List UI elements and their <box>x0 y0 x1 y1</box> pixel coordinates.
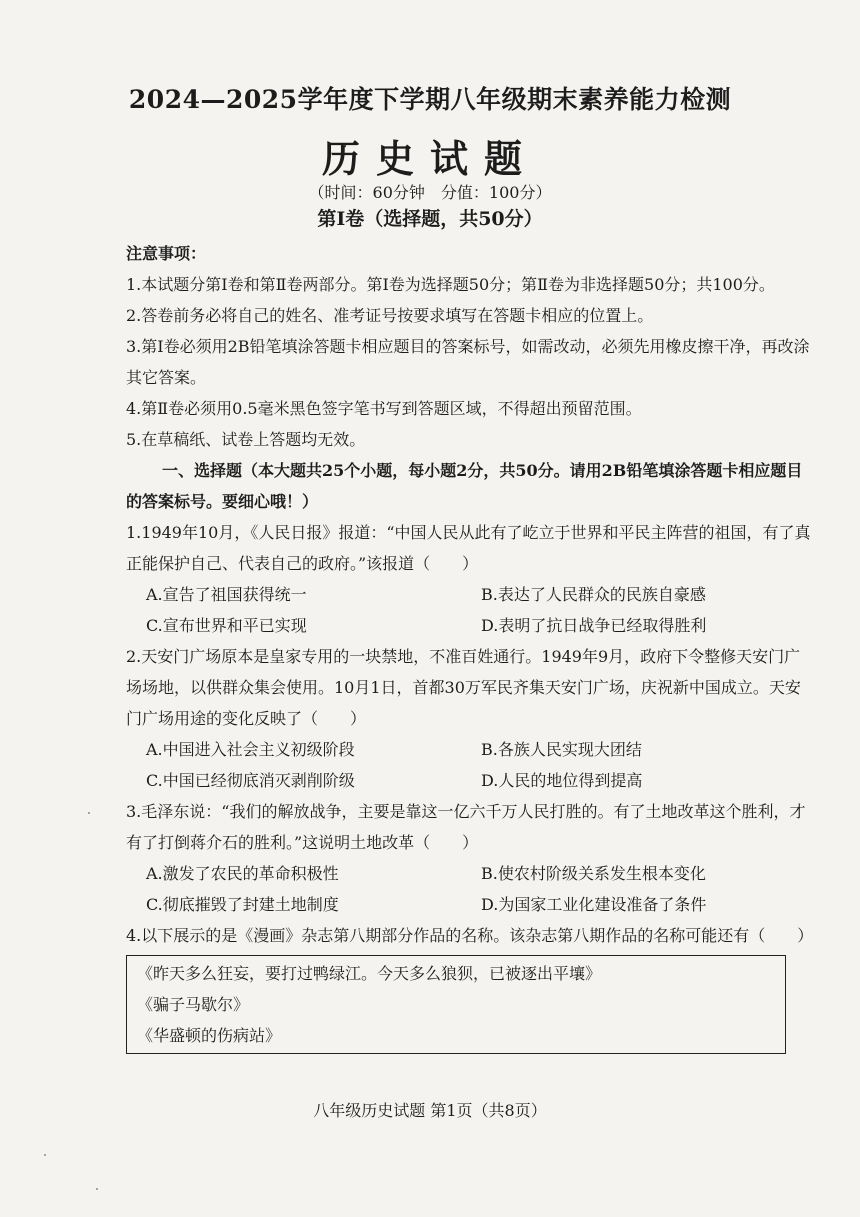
question-options <box>126 579 816 641</box>
note-item: 3.第Ⅰ卷必须用2B铅笔填涂答题卡相应题目的答案标号，如需改动，必须先用橡皮擦干净，再改涂其它答案。 <box>126 337 810 387</box>
question-stem: 2.天安门广场原本是皇家专用的一块禁地，不准百姓通行。1949年9月，政府下令整修天安门广场场地，以供群众集会使用。10月1日，首都30万军民齐集天安门广场，庆祝新中国成立。天安门广场用途的变化反映了（ ） <box>126 647 801 728</box>
quote-line: 《华盛顿的伤病站》 <box>137 1026 282 1045</box>
note-item: 5.在草稿纸、试卷上答题均无效。 <box>126 430 366 449</box>
option-b: B.使农村阶级关系发生根本变化 <box>481 864 706 883</box>
option-d: D.表明了抗日战争已经取得胜利 <box>481 616 707 635</box>
exam-meta: （时间：60分钟 分值：100分） <box>308 183 552 202</box>
option-a: A.宣告了祖国获得统一 <box>146 585 307 604</box>
note-item: 4.第Ⅱ卷必须用0.5毫米黑色签字笔书写到答题区域，不得超出预留范围。 <box>126 399 642 418</box>
notes-title: 注意事项： <box>126 244 207 263</box>
quote-line: 《骗子马歇尔》 <box>137 995 250 1014</box>
quote-line: 《昨天多么狂妄，要打过鸭绿江。今天多么狼狈，已被逐出平壤》 <box>137 964 602 983</box>
question-stem: 1.1949年10月，《人民日报》报道：“中国人民从此有了屹立于世界和平民主阵营的祖国，有了真正能保护自己、代表自己的政府。”该报道（ ） <box>126 523 811 573</box>
option-b: B.各族人民实现大团结 <box>481 740 642 759</box>
subject-title: 历史试题 <box>321 136 538 181</box>
question-stem: 4.以下展示的是《漫画》杂志第八期部分作品的名称。该杂志第八期作品的名称可能还有（ ） <box>126 926 814 945</box>
question-options <box>126 734 816 796</box>
option-c: C.彻底摧毁了封建土地制度 <box>146 895 339 914</box>
option-a: A.激发了农民的革命积极性 <box>146 864 339 883</box>
question-4 <box>126 920 816 1054</box>
option-a: A.中国进入社会主义初级阶段 <box>146 740 355 759</box>
exam-body <box>126 238 816 1054</box>
question-options <box>126 858 816 920</box>
question-3 <box>126 796 816 920</box>
question-1 <box>126 517 816 641</box>
question-2 <box>126 641 816 796</box>
section-heading: 一、选择题（本大题共25个小题，每小题2分，共50分。请用2B铅笔填涂答题卡相应题目的答案标号。要细心哦！） <box>126 461 803 511</box>
option-c: C.宣布世界和平已实现 <box>146 616 307 635</box>
scan-speck <box>96 1188 98 1190</box>
option-b: B.表达了人民群众的民族自豪感 <box>481 585 706 604</box>
quote-box <box>126 955 786 1054</box>
note-item: 1.本试题分第Ⅰ卷和第Ⅱ卷两部分。第Ⅰ卷为选择题50分；第Ⅱ卷为非选择题50分；共100分。 <box>126 275 775 294</box>
note-item: 2.答卷前务必将自己的姓名、准考证号按要求填写在答题卡相应的位置上。 <box>126 306 654 325</box>
part-title: 第Ⅰ卷（选择题，共50分） <box>317 208 543 230</box>
scan-speck <box>44 1154 46 1156</box>
option-c: C.中国已经彻底消灭剥削阶级 <box>146 771 355 790</box>
option-d: D.人民的地位得到提高 <box>481 771 643 790</box>
scan-speck <box>88 812 90 814</box>
option-d: D.为国家工业化建设准备了条件 <box>481 895 707 914</box>
question-stem: 3.毛泽东说：“我们的解放战争，主要是靠这一亿六千万人民打胜的。有了土地改革这个胜利，才有了打倒蒋介石的胜利。”这说明土地改革（ ） <box>126 802 806 852</box>
exam-title: 2024—2025学年度下学期八年级期末素养能力检测 <box>128 85 732 114</box>
page-footer: 八年级历史试题 第1页（共8页） <box>313 1101 547 1120</box>
